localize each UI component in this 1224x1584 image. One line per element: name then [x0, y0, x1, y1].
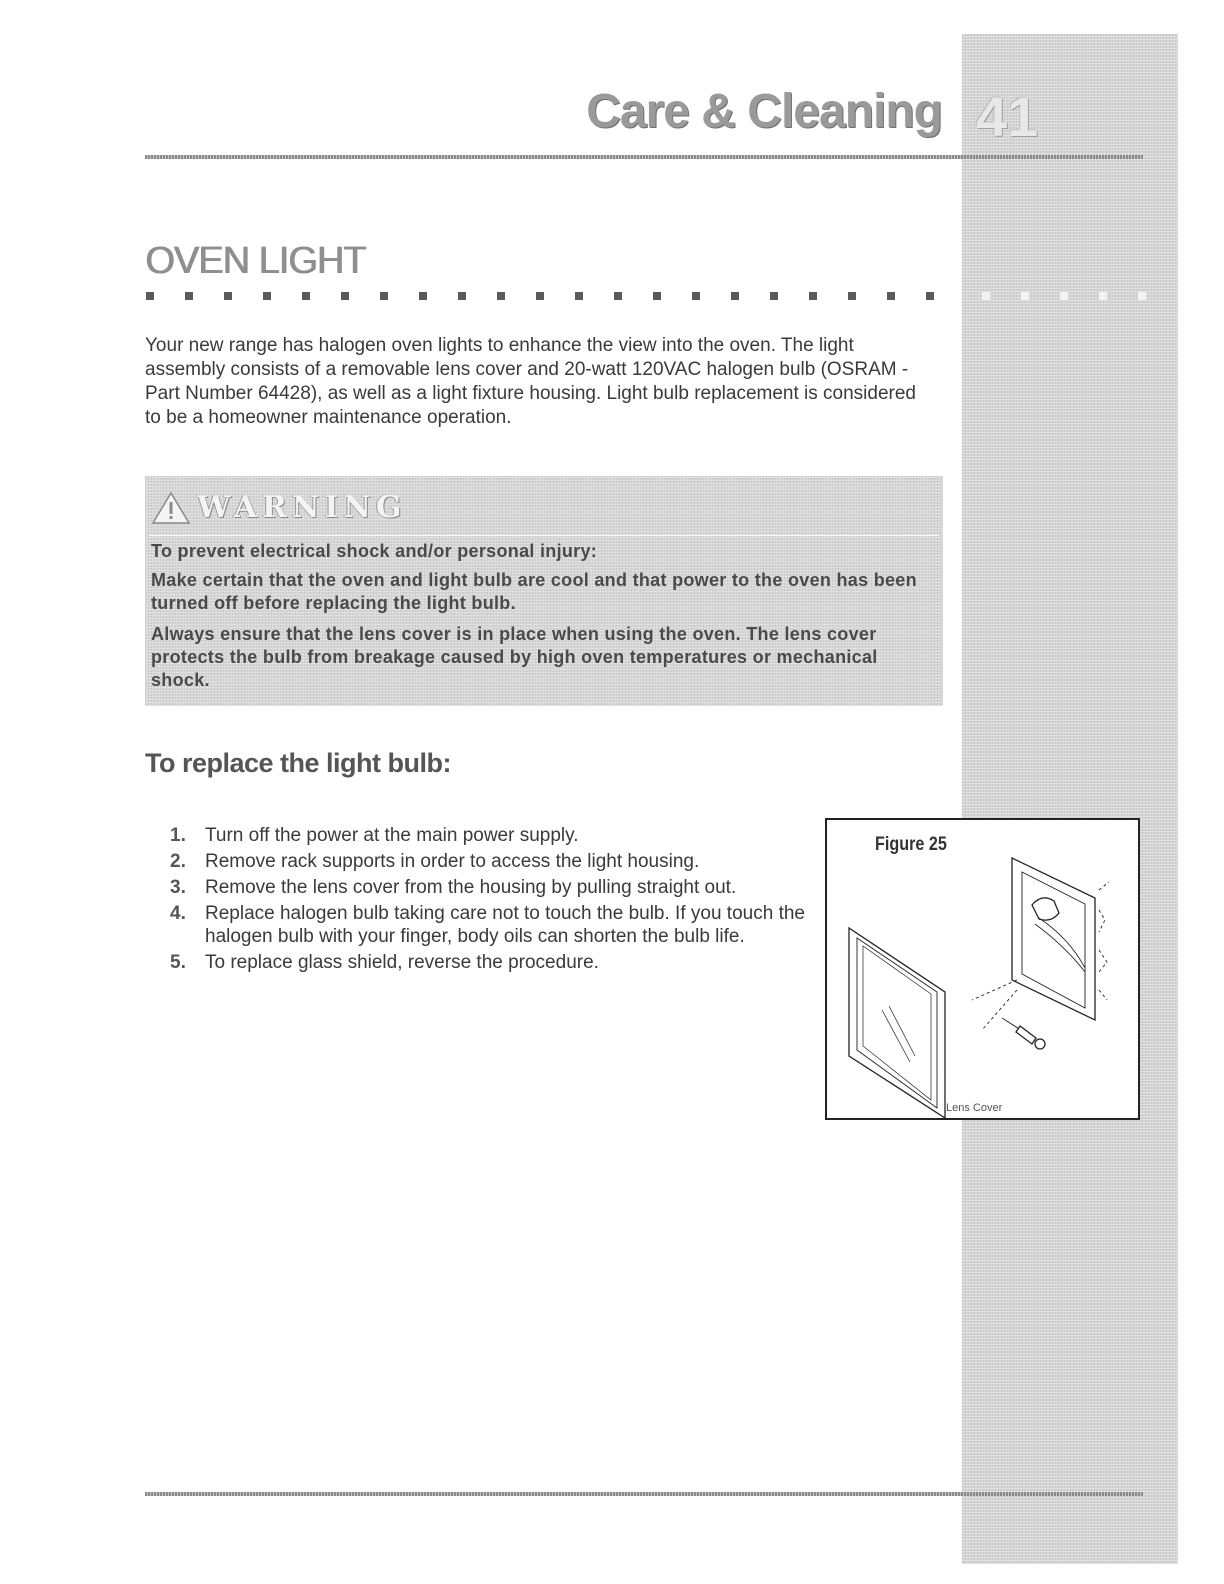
list-item: 5. To replace glass shield, reverse the procedure. [170, 952, 599, 973]
footer-divider [145, 1492, 1143, 1496]
warning-line-3: Always ensure that the lens cover is in place when using the oven. The lens cover protects the bulb from breakage caused by high oven temperatures or mechanical shock. [151, 624, 878, 690]
procedure-heading: To replace the light bulb: [145, 748, 452, 778]
warning-box [145, 476, 943, 706]
section-dot-divider [146, 292, 965, 300]
lens-cover-diagram [827, 820, 1138, 1118]
warning-divider [149, 535, 939, 536]
page-number: 41 [976, 85, 1039, 148]
page-header-title: Care & Cleaning [586, 85, 942, 138]
intro-paragraph: Your new range has halogen oven lights to enhance the view into the oven. The light assembly consists of a removable lens cover and 20-watt 120VAC halogen bulb (OSRAM - Part Number 64428), as well as a light fixture housing. Light bulb replacement is considered to be a homeowner maintenance operation. [145, 335, 916, 428]
warning-triangle-icon [151, 491, 191, 525]
list-item: 3. Remove the lens cover from the housing by pulling straight out. [170, 877, 737, 898]
list-item: 4. Replace halogen bulb taking care not to touch the bulb. If you touch the halogen bulb with your finger, body oils can shorten the bulb life. [170, 903, 805, 947]
figure-label: Figure 25 [875, 834, 947, 855]
section-dot-divider-strip [982, 292, 1177, 300]
warning-title: WARNING [197, 490, 407, 525]
side-tab-strip [962, 34, 1178, 1564]
lens-cover-callout: Lens Cover [946, 1102, 1003, 1114]
list-item: 1. Turn off the power at the main power supply. [170, 825, 579, 846]
procedure-steps [170, 824, 810, 977]
warning-line-1: To prevent electrical shock and/or personal injury: [151, 541, 598, 561]
warning-line-2: Make certain that the oven and light bulb are cool and that power to the oven has been turned off before replacing the light bulb. [151, 570, 917, 613]
section-title: OVEN LIGHT [145, 240, 366, 282]
warning-heading [151, 490, 406, 525]
header-divider [145, 155, 1143, 159]
figure-box [825, 818, 1140, 1120]
list-item: 2. Remove rack supports in order to access the light housing. [170, 851, 700, 872]
